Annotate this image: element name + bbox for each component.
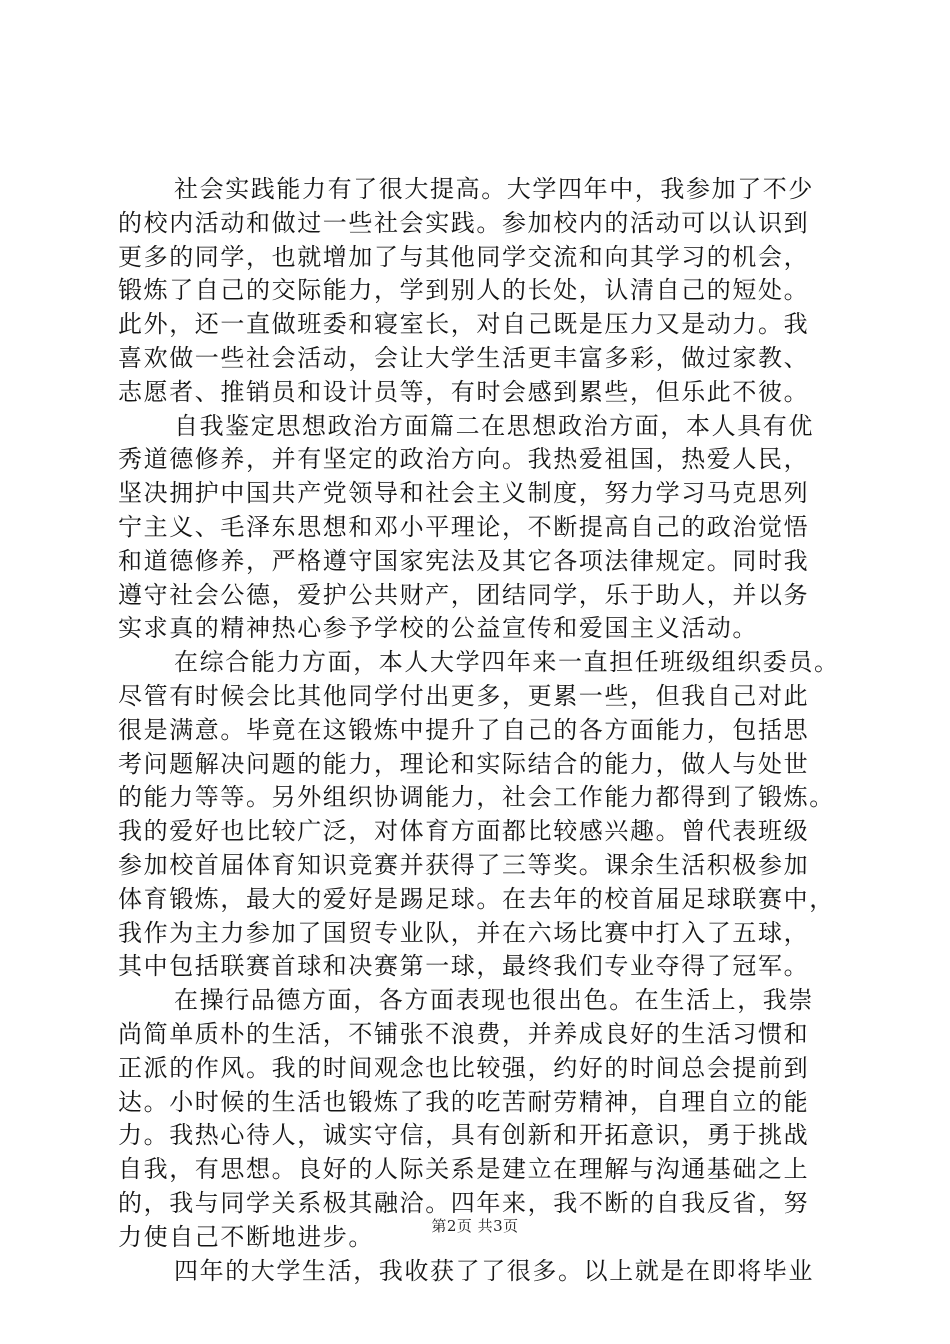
text-line: 考问题解决问题的能力，理论和实际结合的能力，做人与处世 [118,749,810,778]
text-line: 尽管有时候会比其他同学付出更多，更累一些，但我自己对此 [118,681,810,710]
paragraph-first-line: 自我鉴定思想政治方面篇二在思想政治方面，本人具有优 [174,411,814,440]
text-line: 力。我热心待人，诚实守信，具有创新和开拓意识，勇于挑战 [118,1121,810,1150]
paragraph-first-line: 在综合能力方面，本人大学四年来一直担任班级组织委员。 [174,648,840,677]
text-line: 其中包括联赛首球和决赛第一球，最终我们专业夺得了冠军。 [118,952,810,981]
text-line: 尚简单质朴的生活，不铺张不浪费，并养成良好的生活习惯和 [118,1019,810,1048]
paragraph-first-line: 社会实践能力有了很大提高。大学四年中，我参加了不少 [174,175,814,203]
document-body [118,173,840,1288]
text-line: 秀道德修养，并有坚定的政治方向。我热爱祖国，热爱人民， [118,445,810,474]
text-line: 锻炼了自己的交际能力，学到别人的长处，认清自己的短处。 [118,276,810,305]
text-line: 的能力等等。另外组织协调能力，社会工作能力都得到了锻炼。 [118,783,835,812]
text-line: 的校内活动和做过一些社会实践。参加校内的活动可以认识到 [118,208,810,237]
text-line: 坚决拥护中国共产党领导和社会主义制度，努力学习马克思列 [118,479,810,508]
text-line: 的，我与同学关系极其融洽。四年来，我不断的自我反省，努 [118,1188,810,1217]
text-line: 力使自己不断地进步。 [118,1222,374,1251]
paragraph-first-line: 在操行品德方面，各方面表现也很出色。在生活上，我崇 [174,986,814,1015]
text-line: 参加校首届体育知识竞赛并获得了三等奖。课余生活积极参加 [118,850,810,879]
paragraph-first-line: 四年的大学生活，我收获了了很多。以上就是在即将毕业 [174,1256,814,1285]
text-line: 我的爱好也比较广泛，对体育方面都比较感兴趣。曾代表班级 [118,817,810,846]
page-footer: 第2页 共3页 [431,1217,519,1235]
text-line: 自我，有思想。良好的人际关系是建立在理解与沟通基础之上 [118,1155,810,1184]
text-line: 遵守社会公德，爱护公共财产，团结同学，乐于助人，并以务 [118,580,810,609]
text-line: 很是满意。毕竟在这锻炼中提升了自己的各方面能力，包括思 [118,715,810,744]
text-line: 宁主义、毛泽东思想和邓小平理论，不断提高自己的政治觉悟 [118,512,810,541]
text-line: 更多的同学，也就增加了与其他同学交流和向其学习的机会， [118,242,810,271]
text-line: 我作为主力参加了国贸专业队，并在六场比赛中打入了五球， [118,918,810,947]
text-line: 正派的作风。我的时间观念也比较强，约好的时间总会提前到 [118,1053,810,1082]
text-line: 实求真的精神热心参予学校的公益宣传和爱国主义活动。 [118,614,758,643]
text-line: 志愿者、推销员和设计员等，有时会感到累些，但乐此不彼。 [118,377,810,406]
text-line: 和道德修养，严格遵守国家宪法及其它各项法律规定。同时我 [118,546,810,575]
text-line: 此外，还一直做班委和寝室长，对自己既是压力又是动力。我 [118,310,810,339]
text-line: 体育锻炼，最大的爱好是踢足球。在去年的校首届足球联赛中， [118,884,835,913]
text-line: 喜欢做一些社会活动，会让大学生活更丰富多彩，做过家教、 [118,343,810,372]
text-line: 达。小时候的生活也锻炼了我的吃苦耐劳精神，自理自立的能 [118,1087,810,1116]
